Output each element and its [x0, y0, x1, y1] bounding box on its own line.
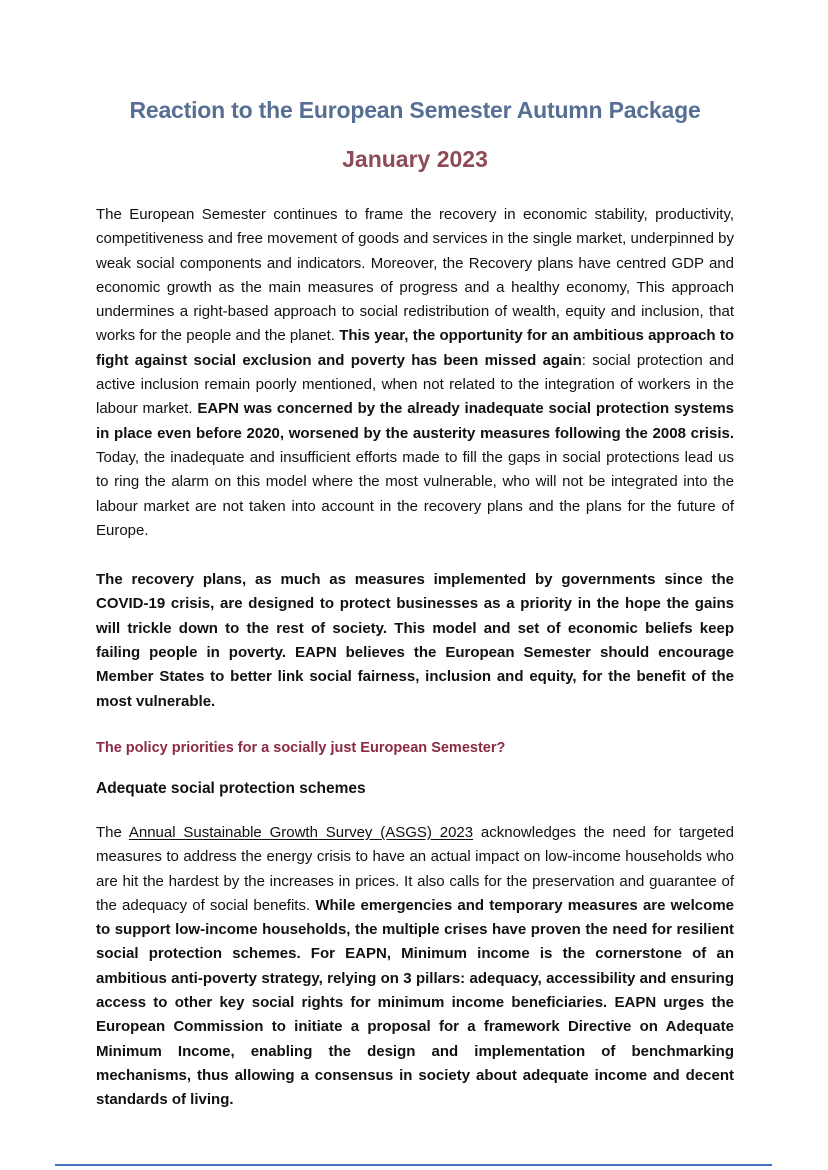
paragraph-intro-seg-2: : social protection and active inclusion remain poorly mentioned, when not related to the integration of workers in the labour market. [96, 351, 735, 418]
footer-rule [55, 1164, 772, 1166]
paragraph-intro-seg-1-bold: This year, the opportunity for an ambitious approach to fight against social exclusion and poverty has been missed again [96, 327, 734, 369]
paragraph-intro-seg-0: The European Semester continues to frame the recovery in economic stability, productivity, competitiveness and free movement of goods and services in the single market, underpinned by weak social components and indicators. Moreover, the Recovery plans have centred GDP and economic growth as the main measures of progress and a healthy economy, This approach undermines a right-based approach to social redistribution of wealth, equity and inclusion, that works for the people and the planet. [96, 206, 734, 345]
policy-priorities-heading: The policy priorities for a socially just European Semester? [96, 739, 506, 756]
paragraph-intro-seg-4: Today, the inadequate and insufficient efforts made to fill the gaps in social protections lead us to ring the alarm on this model where the most vulnerable, who will not be integrated into the labour market are not taken into account in the recovery plans and the plans for the future of Europe. [96, 448, 734, 539]
paragraph-asgs-seg-2: acknowledges the need for targeted measures to address the energy crisis to have an actual impact on low-income households who are hit the hardest by the increases in prices. It also calls for the preservation and guarantee of the adequacy of social benefits. [96, 823, 734, 914]
page-title: Reaction to the European Semester Autumn Package [129, 97, 701, 123]
asgs-2023-link[interactable]: Annual Sustainable Growth Survey (ASGS) 2023 [128, 823, 474, 841]
paragraph-asgs [96, 821, 734, 1113]
paragraph-recovery-plans: The recovery plans, as much as measures implemented by governments since the COVID-19 crisis, are designed to protect businesses as a priority in the hope the gains will trickle down to the rest of society. This model and set of economic beliefs keep failing people in poverty. EAPN believes the European Semester should encourage Member States to better link social fairness, inclusion and equity, for the benefit of the most vulnerable. [96, 571, 734, 710]
paragraph-asgs-seg-0: The [96, 823, 129, 841]
social-protection-heading: Adequate social protection schemes [96, 779, 366, 797]
paragraph-intro-seg-3-bold: EAPN was concerned by the already inadequate social protection systems in place even before 2020, worsened by the austerity measures following the 2008 crisis. [96, 400, 735, 442]
page-date: January 2023 [342, 146, 488, 172]
paragraph-intro [96, 203, 734, 543]
paragraph-asgs-seg-3-bold: While emergencies and temporary measures are welcome to support low-income households, the multiple crises have proven the need for resilient social protection schemes. For EAPN, Minimum income is the cornerstone of an ambitious anti-poverty strategy, relying on 3 pillars: adequacy, accessibility and ensuring access to other key social rights for minimum income beneficiaries. EAPN urges the European Commission to initiate a proposal for a framework Directive on Adequate Minimum Income, enabling the design and implementation of benchmarking mechanisms, thus allowing a consensus in society about adequate income and decent standards of living. [96, 896, 734, 1109]
document-content [96, 96, 734, 1138]
